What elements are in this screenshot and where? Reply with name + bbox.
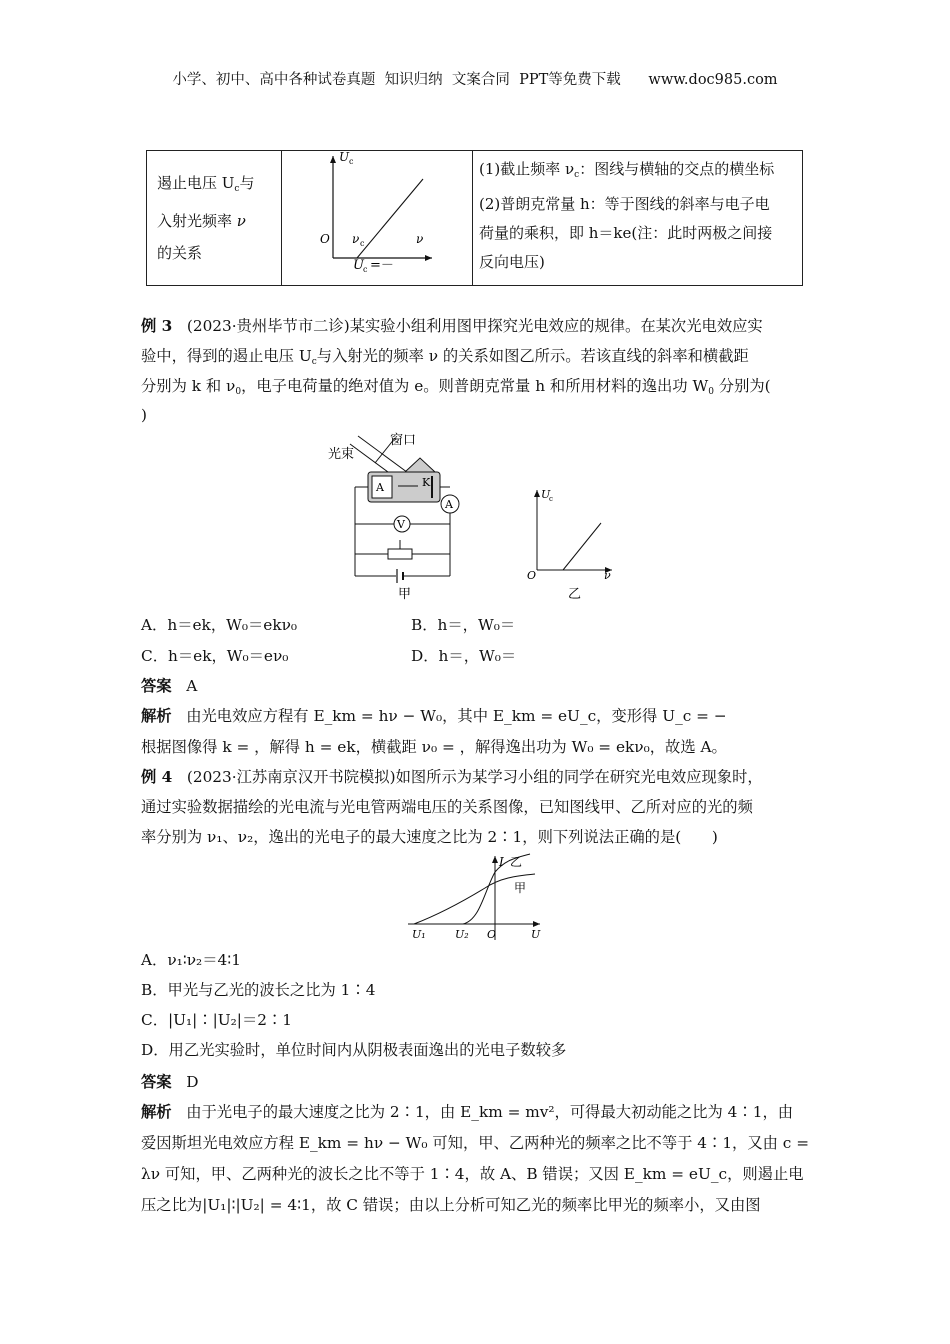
ex3-question-line1: 例 3 (2023·贵州毕节市二诊)某实验小组利用图甲探究光电效应的规律。在某次光电效应实 <box>141 317 763 335</box>
curve-jia-label: 甲 <box>514 881 527 895</box>
graph-caption: U <box>353 258 364 273</box>
graph-cell <box>282 151 473 286</box>
ex3-analysis-line1: 解析 由光电效应方程有 E_km = hν − W₀，其中 E_km = eU_c，变形得 U_c = − <box>141 707 727 725</box>
ex3-answer: 答案 A <box>141 677 198 695</box>
graph-caption-tail: =－ <box>370 258 394 273</box>
graph-x-label: ν <box>604 569 611 582</box>
ex4-iu-graph <box>400 852 550 944</box>
nuc-sub: c <box>360 239 365 248</box>
ex4-option-a: A．ν₁∶ν₂＝4∶1 <box>141 951 241 969</box>
ex3-question-line4: ) <box>141 406 147 424</box>
axis-u-label: U <box>531 928 541 941</box>
ex4-question-line1: 例 4 (2023·江苏南京汉开书院模拟)如图所示为某学习小组的同学在研究光电效应现象时， <box>141 768 763 786</box>
ex4-answer: 答案 D <box>141 1073 199 1091</box>
origin-label: O <box>320 232 330 246</box>
ex3-option-a: A．h＝ek，W₀＝ekν₀ <box>141 616 298 634</box>
anode-label: A <box>376 481 384 494</box>
summary-table <box>146 150 803 286</box>
rheostat <box>388 549 412 559</box>
label-chuangkou: 窗口 <box>390 433 417 448</box>
ex4-analysis-line4: 压之比为|U₁|∶|U₂| = 4∶1，故 C 错误；由以上分析可知乙光的频率比甲光的频率小，又由图 <box>141 1196 761 1214</box>
axis-i-label: I <box>499 855 504 869</box>
ex3-option-d: D．h＝，W₀＝ <box>411 647 517 665</box>
graph-caption-sub: c <box>363 265 368 274</box>
uc-nu-graph <box>282 151 472 281</box>
nuc-label: ν <box>352 232 360 246</box>
table-row <box>147 151 803 286</box>
label-yi: 乙 <box>568 587 582 602</box>
ex4-option-d: D．用乙光实验时，单位时间内从阴极表面逸出的光电子数较多 <box>141 1041 567 1059</box>
origin-label: O <box>487 928 497 941</box>
ex4-analysis-line1: 解析 由于光电子的最大速度之比为 2∶1，由 E_km = mv²，可得最大初动能之比为 4∶1，由 <box>141 1103 794 1121</box>
ex4-analysis-line3: λν 可知，甲、乙两种光的波长之比不等于 1∶4，故 A、B 错误；又因 E_km = eU_c，则遏止电 <box>141 1165 804 1183</box>
ammeter-label: A <box>445 498 453 511</box>
relation-name-cell: 遏止电压 $U_c$与 入射光频率 ν 的关系 <box>147 151 282 286</box>
graph-y-label: U <box>541 488 551 501</box>
u2-label: U₂ <box>455 928 469 941</box>
ex3-question-line2: 验中，得到的遏止电压 $U_c$与入射光的频率 ν 的关系如图乙所示。若该直线的斜率和横截距 <box>141 347 749 367</box>
ex4-question-line3: 率分别为 ν₁、ν₂，逸出的光电子的最大速度之比为 2∶1，则下列说法正确的是( ) <box>141 828 718 846</box>
explanation-cell: (1)截止频率 $\nu_c$：图线与横轴的交点的横坐标 (2)普朗克常量 h：等于图线的斜率与电子电 荷量的乘积，即 h＝ke(注：此时两极之间接 反向电压) <box>473 151 803 286</box>
axis-y-sub: c <box>349 157 354 166</box>
label-guangshu: 光束 <box>328 447 355 462</box>
graph-origin: O <box>527 569 537 582</box>
uc-line <box>563 523 601 570</box>
u1-label: U₁ <box>412 928 426 941</box>
ex4-option-c: C．|U₁|∶|U₂|＝2∶1 <box>141 1011 293 1029</box>
ex3-option-b: B．h＝，W₀＝ <box>411 616 516 634</box>
ex4-question-line2: 通过实验数据描绘的光电流与光电管两端电压的关系图像，已知图线甲、乙所对应的光的频 <box>141 798 753 816</box>
voltmeter-label: V <box>397 518 405 531</box>
ex4-analysis-line2: 爱因斯坦光电效应方程 E_km = hν − W₀ 可知，甲、乙两种光的频率之比不等于 4∶1，又由 c = <box>141 1134 810 1152</box>
ex3-option-c: C．h＝ek，W₀＝eν₀ <box>141 647 289 665</box>
label-jia: 甲 <box>398 587 412 602</box>
ex4-option-b: B．甲光与乙光的波长之比为 1∶4 <box>141 981 376 999</box>
graph-y-sub: c <box>549 495 553 503</box>
cathode-label: K <box>422 476 431 489</box>
axis-y-label: U <box>339 151 350 164</box>
ex3-figure <box>320 428 630 603</box>
axis-x-label: ν <box>416 232 424 246</box>
curve-yi-label: 乙 <box>510 855 523 869</box>
ex3-analysis-line2: 根据图像得 k = ，解得 h = ek，横截距 ν₀ = ，解得逸出功为 W₀ = ekν₀，故选 A。 <box>141 738 727 756</box>
ex3-question-line3: 分别为 k 和 $\nu_0$，电子电荷量的绝对值为 e。则普朗克常量 h 和所用材料的逸出功 $W_0$ 分别为( <box>141 377 771 397</box>
page-header: 小学、初中、高中各种试卷真题 知识归纳 文案合同 PPT等免费下载 www.doc985.com <box>172 72 778 88</box>
